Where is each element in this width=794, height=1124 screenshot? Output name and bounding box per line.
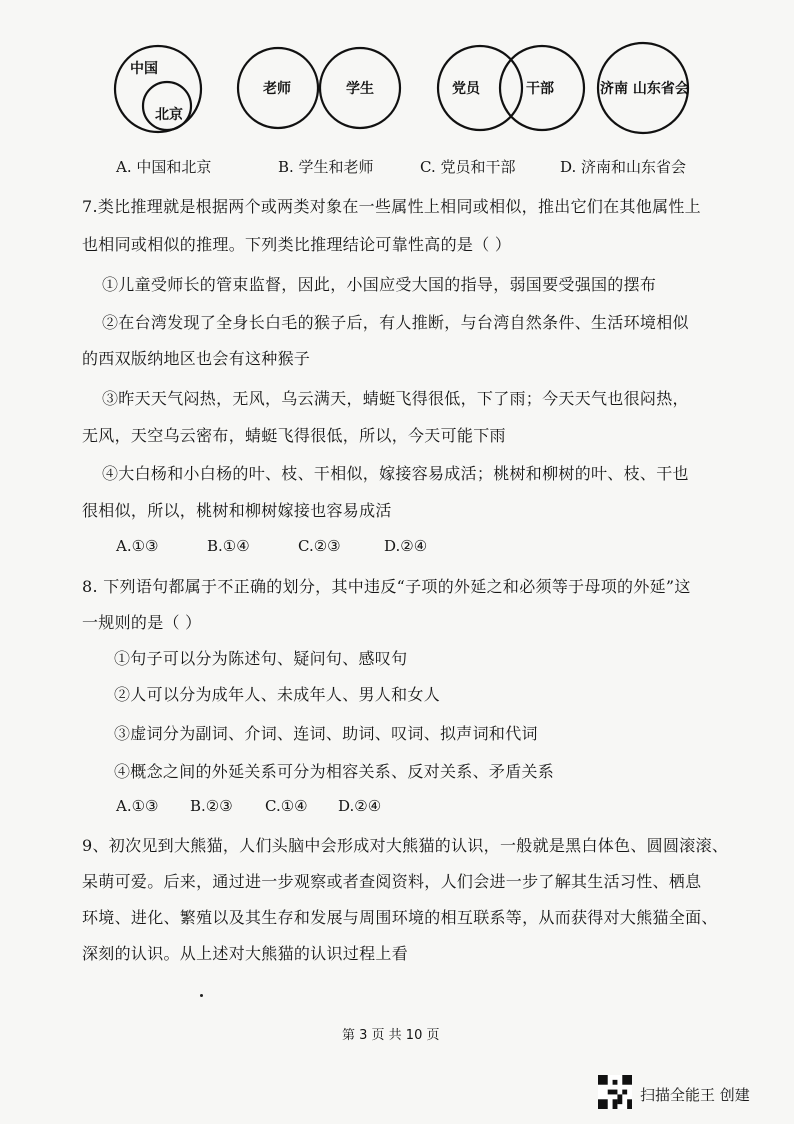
scanner-watermark-text: 扫描全能王 创建	[640, 1086, 750, 1104]
q9-line1: 9、初次见到大熊猫，人们头脑中会形成对大熊猫的认识，一般就是黑白体色、圆圆滚滚、	[82, 836, 729, 855]
diagram-a	[115, 46, 201, 132]
q7-item-4-line2: 很相似，所以，桃树和柳树嫁接也容易成活	[82, 501, 392, 520]
q6-option-a: A. 中国和北京	[116, 158, 212, 176]
q6-option-c: C. 党员和干部	[420, 158, 516, 176]
q7-stem-line2: 也相同或相似的推理。下列类比推理结论可靠性高的是（ ）	[82, 235, 512, 254]
diagram-b-left-label: 老师	[263, 81, 291, 97]
q7-stem-line1: 7.类比推理就是根据两个或两类对象在一些属性上相同或相似，推出它们在其他属性上	[82, 197, 701, 216]
diagram-d	[598, 43, 689, 133]
q7-option-c: C.②③	[298, 537, 341, 555]
venn-diagrams	[0, 0, 794, 150]
q8-stem-line2: 一规则的是（ ）	[82, 613, 202, 632]
q7-option-d: D.②④	[384, 537, 428, 555]
q6-option-d: D. 济南和山东省会	[560, 158, 687, 176]
diagram-b-right-label: 学生	[346, 81, 374, 97]
q7-item-2-line1: ②在台湾发现了全身长白毛的猴子后，有人推断，与台湾自然条件、生活环境相似	[102, 313, 689, 332]
qr-code-icon	[598, 1075, 632, 1109]
diagram-c-left-circle	[438, 46, 522, 130]
q7-item-1: ①儿童受师长的管束监督，因此，小国应受大国的指导，弱国要受强国的摆布	[102, 275, 657, 294]
q7-item-4-line1: ④大白杨和小白杨的叶、枝、干相似，嫁接容易成活；桃树和柳树的叶、枝、干也	[102, 464, 689, 483]
q8-item-3: ③虚词分为副词、介词、连词、助词、叹词、拟声词和代词	[114, 724, 538, 743]
q7-option-a: A.①③	[116, 537, 159, 555]
stray-dot	[200, 994, 203, 997]
q7-item-2-line2: 的西双版纳地区也会有这种猴子	[82, 349, 311, 368]
q8-item-4: ④概念之间的外延关系可分为相容关系、反对关系、矛盾关系	[114, 762, 555, 781]
q8-option-c: C.①④	[265, 797, 308, 815]
diagram-b	[238, 48, 400, 128]
page-number: 第 3 页 共 10 页	[342, 1028, 440, 1043]
q9-line3: 环境、进化、繁殖以及其生存和发展与周围环境的相互联系等，从而获得对大熊猫全面、	[82, 908, 718, 927]
q6-option-b: B. 学生和老师	[278, 158, 374, 176]
q7-item-3-line1: ③昨天天气闷热，无风，乌云满天，蜻蜓飞得很低，下了雨；今天天气也很闷热，	[102, 389, 689, 408]
diagram-a-inner-label: 北京	[155, 107, 183, 123]
diagram-d-label: 济南 山东省会	[600, 81, 689, 97]
q8-item-2: ②人可以分为成年人、未成年人、男人和女人	[114, 685, 441, 704]
q7-option-b: B.①④	[207, 537, 250, 555]
diagram-c-left-label: 党员	[452, 81, 480, 97]
q8-option-a: A.①③	[116, 797, 159, 815]
q9-line4: 深刻的认识。从上述对大熊猫的认识过程上看	[82, 944, 409, 963]
diagram-c-right-label: 干部	[526, 81, 554, 97]
q8-option-d: D.②④	[338, 797, 382, 815]
q8-item-1: ①句子可以分为陈述句、疑问句、感叹句	[114, 649, 408, 668]
q7-item-3-line2: 无风，天空乌云密布，蜻蜓飞得很低，所以，今天可能下雨	[82, 426, 506, 445]
q8-option-b: B.②③	[190, 797, 233, 815]
q9-line2: 呆萌可爱。后来，通过进一步观察或者查阅资料，人们会进一步了解其生活习性、栖息	[82, 872, 702, 891]
diagram-c	[438, 46, 584, 130]
q8-stem-line1: 8. 下列语句都属于不正确的划分，其中违反“子项的外延之和必须等于母项的外延”这	[82, 577, 691, 596]
diagram-a-outer-label: 中国	[130, 61, 158, 77]
